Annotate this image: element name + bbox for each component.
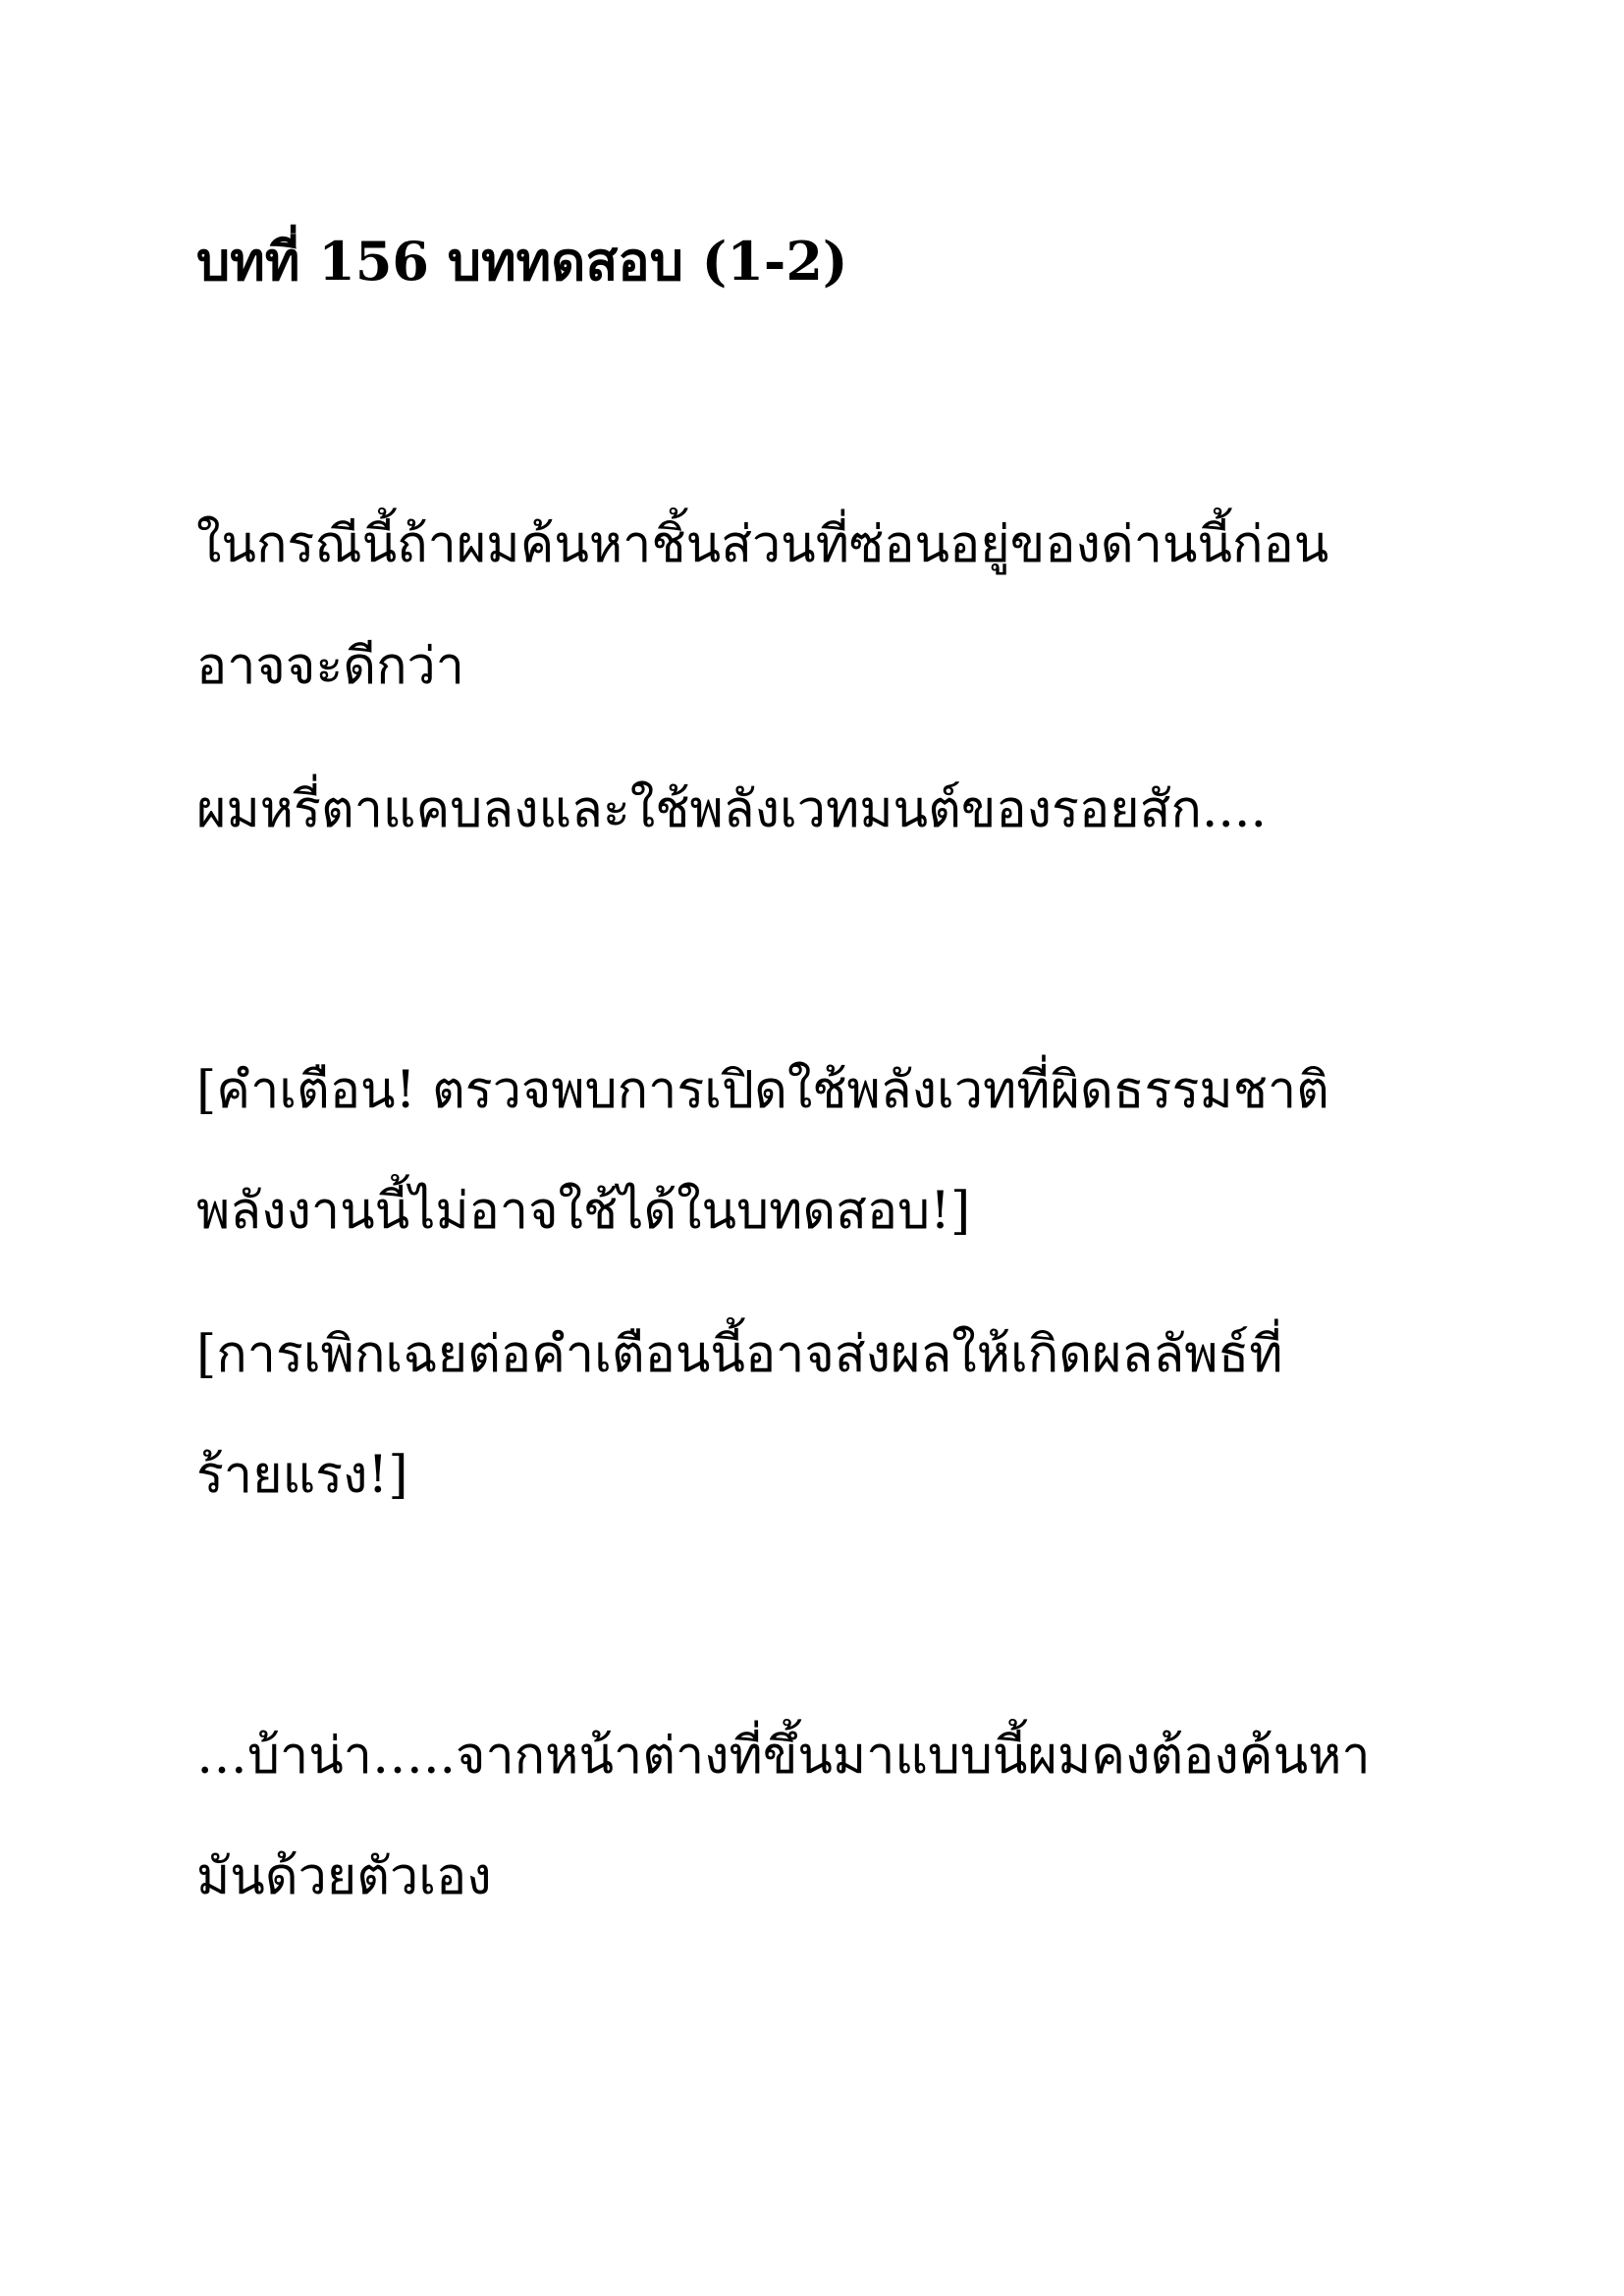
warning-line: ร้ายแรง!] bbox=[196, 1446, 408, 1505]
paragraph-line: …บ้าน่า…..จากหน้าต่างที่ขึ้นมาแบบนี้ผมคงต้องค้นหา bbox=[196, 1727, 1371, 1786]
warning-line: [การเพิกเฉยต่อคำเตือนนี้อาจส่งผลให้เกิดผลลัพธ์ที่ bbox=[196, 1325, 1283, 1384]
warning-line: [คำเตือน! ตรวจพบการเปิดใช้พลังเวทที่ผิดธรรมชาติ bbox=[196, 1061, 1329, 1120]
paragraph-line: ในกรณีนี้ถ้าผมค้นหาชิ้นส่วนที่ซ่อนอยู่ของด่านนี้ก่อน bbox=[196, 515, 1329, 574]
chapter-title: บทที่ 156 บททดสอบ (1-2) bbox=[196, 230, 848, 293]
warning-line: พลังงานนี้ไม่อาจใช้ได้ในบทดสอบ!] bbox=[196, 1182, 971, 1241]
paragraph-line: ผมหรี่ตาแคบลงและใช้พลังเวทมนต์ของรอยสัก.... bbox=[196, 780, 1267, 839]
paragraph-line: มันด้วยตัวเอง bbox=[196, 1847, 492, 1906]
paragraph-line: อาจจะดีกว่า bbox=[196, 637, 464, 696]
